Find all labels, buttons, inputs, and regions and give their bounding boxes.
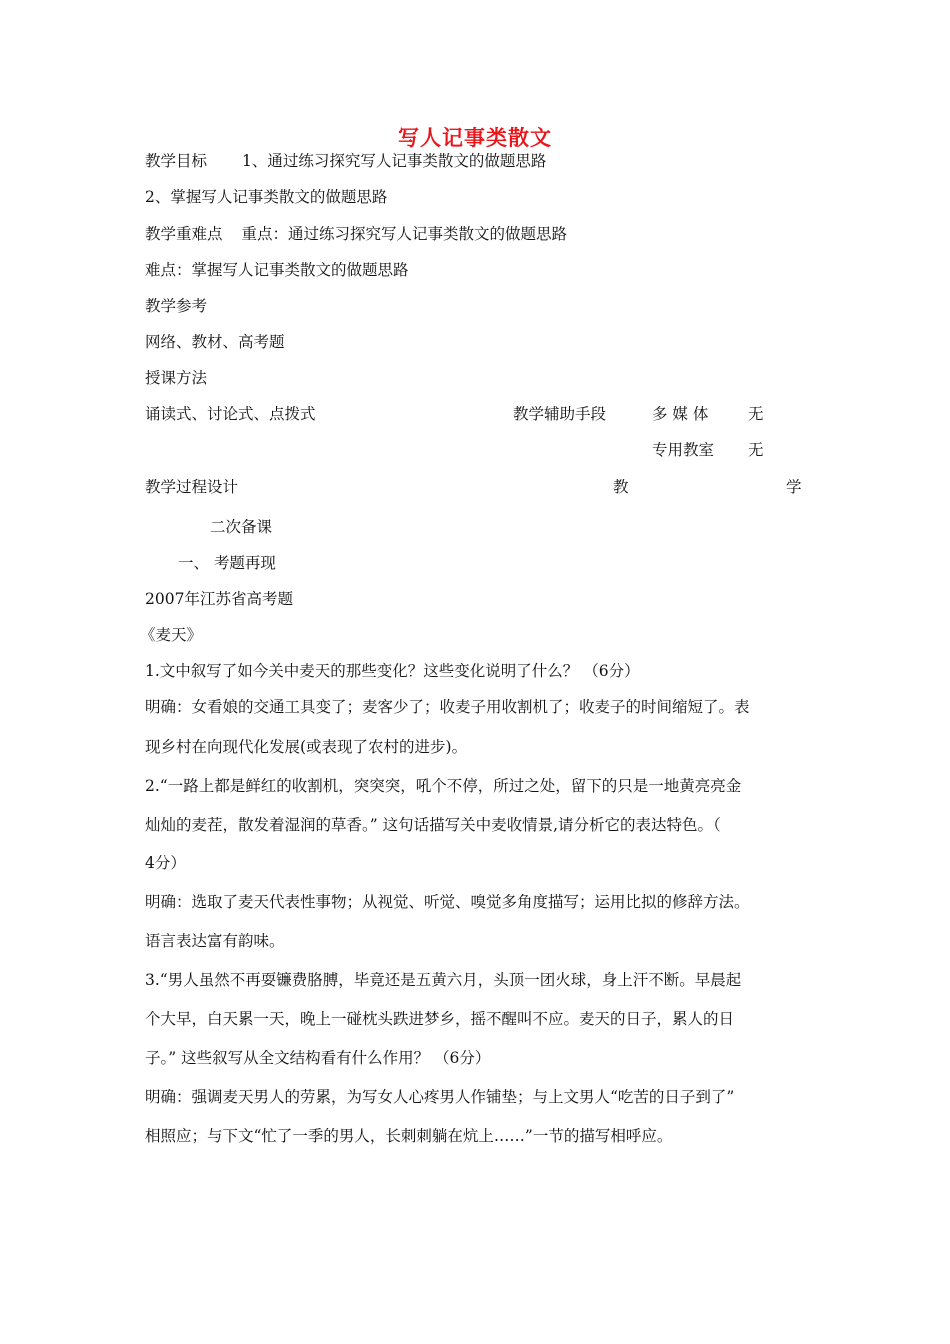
process-column-xue: 学	[786, 478, 802, 496]
difficulty-line: 难点：掌握写人记事类散文的做题思路	[145, 261, 409, 279]
method-label: 授课方法	[145, 369, 208, 387]
answer-2-line-2: 语言表达富有韵味。	[145, 932, 285, 950]
answer-3-line-2: 相照应；与下文“忙了一季的男人，长刺刺躺在炕上……”一节的描写相呼应。	[145, 1127, 673, 1145]
keypoint-text: 重点：通过练习探究写人记事类散文的做题思路	[241, 225, 567, 243]
method-text: 诵读式、讨论式、点拨式	[145, 405, 316, 423]
keypoint-label: 教学重难点	[145, 225, 223, 243]
document-title: 写人记事类散文	[398, 125, 552, 150]
second-prep-label: 二次备课	[210, 518, 273, 536]
question-3-line-3: 子。” 这些叙写从全文结构看有什么作用？ （6分）	[145, 1049, 491, 1067]
aid-label: 教学辅助手段	[513, 405, 607, 423]
process-label: 教学过程设计	[145, 478, 239, 496]
question-3-line-2: 个大早，白天累一天，晚上一碰枕头跌进梦乡，摇不醒叫不应。麦天的日子，累人的日	[145, 1010, 735, 1028]
reference-label: 教学参考	[145, 297, 208, 315]
answer-2-line-1: 明确：选取了麦天代表性事物；从视觉、听觉、嗅觉多角度描写；运用比拟的修辞方法。	[145, 893, 750, 911]
reference-text: 网络、教材、高考题	[145, 333, 285, 351]
answer-1-line-2: 现乡村在向现代化发展(或表现了农村的进步)。	[145, 738, 468, 756]
objective-2: 2、掌握写人记事类散文的做题思路	[145, 188, 388, 206]
section-heading-1: 一、 考题再现	[178, 554, 276, 572]
aid-room-label: 专用教室	[652, 441, 715, 459]
question-2-line-1: 2.“一路上都是鲜红的收割机，突突突，吼个不停，所过之处，留下的只是一地黄亮亮金	[145, 777, 742, 795]
aid-room-value: 无	[748, 441, 764, 459]
objectives-label: 教学目标	[145, 152, 208, 170]
aid-media-value: 无	[748, 405, 764, 423]
answer-1-line-1: 明确：女看娘的交通工具变了；麦客少了；收麦子用收割机了；收麦子的时间缩短了。表	[145, 698, 750, 716]
question-2-line-2: 灿灿的麦茬，散发着湿润的草香。” 这句话描写关中麦收情景,请分析它的表达特色。（	[145, 816, 721, 834]
question-2-line-3: 4分）	[145, 854, 186, 872]
answer-3-line-1: 明确：强调麦天男人的劳累，为写女人心疼男人作铺垫；与上文男人“吃苦的日子到了”	[145, 1088, 735, 1106]
question-1: 1.文中叙写了如今关中麦天的那些变化？这些变化说明了什么？ （6分）	[145, 662, 640, 680]
exam-source: 2007年江苏省高考题	[145, 590, 293, 608]
objectives-line	[145, 151, 546, 171]
aid-media-label: 多 媒 体	[652, 405, 709, 423]
keypoint-line	[145, 224, 567, 244]
passage-title: 《麦天》	[140, 626, 203, 644]
question-3-line-1: 3.“男人虽然不再耍镰费胳膊，毕竟还是五黄六月，头顶一团火球，身上汗不断。早晨起	[145, 971, 742, 989]
objective-1: 1、通过练习探究写人记事类散文的做题思路	[241, 152, 547, 170]
process-column-jiao: 教	[613, 478, 629, 496]
